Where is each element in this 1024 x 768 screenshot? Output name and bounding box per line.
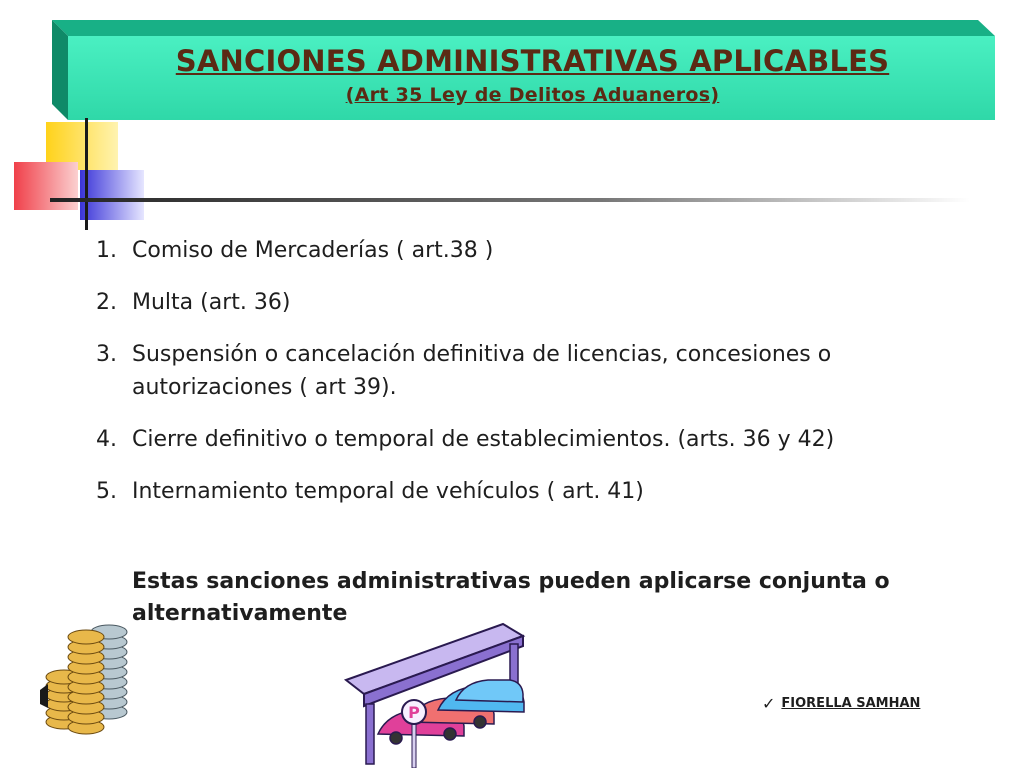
list-item — [96, 475, 956, 508]
list-number: 2. — [96, 290, 117, 315]
list-number: 3. — [96, 342, 117, 367]
parking-sign-label: P — [408, 703, 420, 722]
list-item — [96, 286, 956, 319]
page-title: SANCIONES ADMINISTRATIVAS APLICABLES — [175, 44, 890, 78]
list-text: Cierre definitivo o temporal de establecimientos. (arts. 36 y 42) — [132, 427, 835, 452]
sanctions-list — [96, 234, 956, 527]
page-subtitle: (Art 35 Ley de Delitos Aduaneros) — [345, 84, 720, 106]
list-text: Internamiento temporal de vehículos ( art. 41) — [132, 479, 644, 504]
header-text — [70, 44, 995, 106]
checkmark-icon: ✓ — [762, 694, 776, 713]
author-name: FIORELLA SAMHAN — [781, 696, 921, 711]
list-number: 1. — [96, 238, 117, 263]
list-number: 5. — [96, 479, 117, 504]
list-text: Comiso de Mercaderías ( art.38 ) — [132, 238, 494, 263]
coins-icon — [34, 612, 134, 737]
summary-note: Estas sanciones administrativas pueden aplicarse conjunta o alternativamente — [132, 569, 890, 626]
list-text: Suspensión o cancelación definitiva de licencias, concesiones o autorizaciones ( art 39). — [132, 342, 832, 400]
decorative-squares — [0, 110, 1024, 240]
list-item — [96, 338, 956, 404]
parking-lot-icon — [338, 622, 533, 768]
list-item — [96, 423, 956, 456]
list-item — [96, 234, 956, 267]
author-credit — [762, 694, 920, 713]
list-number: 4. — [96, 427, 117, 452]
list-text: Multa (art. 36) — [132, 290, 291, 315]
